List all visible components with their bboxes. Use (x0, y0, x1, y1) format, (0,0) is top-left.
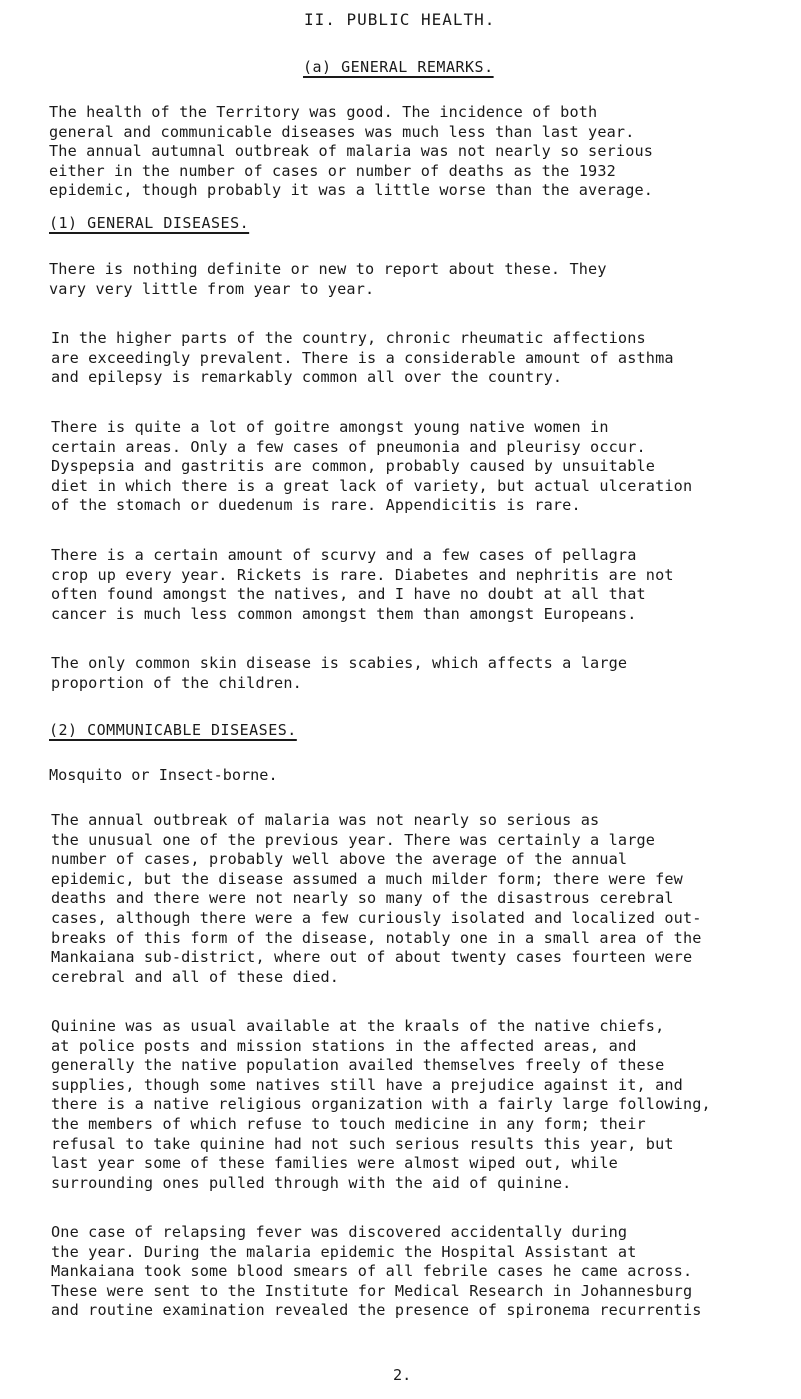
text-line: These were sent to the Institute for Medical Research in Johannesburg (51, 1281, 693, 1300)
text-line: The annual outbreak of malaria was not nearly so serious as (51, 811, 600, 829)
intro-paragraph (49, 103, 769, 201)
text-line: last year some of these families were almost wiped out, while (51, 1154, 618, 1173)
text-line: Dyspepsia and gastritis are common, probably caused by unsuitable (51, 457, 656, 476)
text-line: general and communicable diseases was much less than last year. (49, 122, 635, 141)
text-line: The only common skin disease is scabies, which affects a large (51, 654, 628, 672)
text-line: epidemic, though probably it was a little worse than the average. (49, 181, 654, 200)
text-line: certain areas. Only a few cases of pneumonia and pleurisy occur. (51, 437, 646, 456)
mosquito-label: Mosquito or Insect-borne. (49, 766, 278, 784)
text-line: The annual autumnal outbreak of malaria was not nearly so serious (49, 142, 654, 161)
text-line: The health of the Territory was good. The incidence of both (49, 103, 598, 121)
subsection-title: (a) GENERAL REMARKS. (303, 58, 494, 76)
text-line: either in the number of cases or number of deaths as the 1932 (49, 161, 616, 180)
paragraph-general-1 (49, 260, 769, 299)
paragraph-general-2 (51, 329, 771, 388)
text-line: breaks of this form of the disease, notably one in a small area of the (51, 928, 702, 947)
text-line: supplies, though some natives still have a prejudice against it, and (51, 1075, 683, 1094)
text-line: generally the native population availed themselves freely of these (51, 1056, 665, 1075)
heading-general-diseases: (1) GENERAL DISEASES. (49, 214, 250, 232)
text-line: the unusual one of the previous year. There was certainly a large (51, 830, 656, 849)
text-line: cases, although there were a few curiously isolated and localized out- (51, 908, 702, 927)
text-line: of the stomach or duedenum is rare. Appendicitis is rare. (51, 496, 581, 515)
text-line: and epilepsy is remarkably common all over the country. (51, 368, 563, 387)
text-line: deaths and there were not nearly so many of the disastrous cerebral (51, 889, 674, 908)
text-line: there is a native religious organization with a fairly large following, (51, 1095, 711, 1114)
text-line: crop up every year. Rickets is rare. Diabetes and nephritis are not (51, 565, 674, 584)
text-line: There is quite a lot of goitre amongst young native women in (51, 418, 609, 436)
text-line: In the higher parts of the country, chronic rheumatic affections (51, 329, 646, 347)
paragraph-quinine (51, 1017, 771, 1193)
paragraph-relapsing-fever (51, 1223, 771, 1321)
page-number: 2. (393, 1366, 412, 1384)
text-line: There is a certain amount of scurvy and a few cases of pellagra (51, 546, 637, 564)
text-line: surrounding ones pulled through with the aid of quinine. (51, 1173, 572, 1192)
text-line: epidemic, but the disease assumed a much milder form; there were few (51, 869, 683, 888)
section-title: II. PUBLIC HEALTH. (304, 10, 496, 29)
heading-communicable-diseases: (2) COMMUNICABLE DISEASES. (49, 721, 297, 739)
text-line: and routine examination revealed the presence of spironema recurrentis (51, 1301, 702, 1320)
text-line: Mankaiana sub-district, where out of about twenty cases fourteen were (51, 948, 693, 967)
text-line: One case of relapsing fever was discovered accidentally during (51, 1223, 628, 1241)
text-line: Quinine was as usual available at the kraals of the native chiefs, (51, 1017, 665, 1035)
text-line: There is nothing definite or new to report about these. They (49, 260, 607, 278)
paragraph-general-4 (51, 546, 771, 624)
text-line: Mankaiana took some blood smears of all febrile cases he came across. (51, 1262, 693, 1281)
text-line: proportion of the children. (51, 673, 302, 692)
text-line: vary very little from year to year. (49, 279, 375, 298)
text-line: number of cases, probably well above the average of the annual (51, 850, 628, 869)
text-line: diet in which there is a great lack of variety, but actual ulceration (51, 476, 693, 495)
paragraph-malaria (51, 811, 771, 987)
text-line: cancer is much less common amongst them than amongst Europeans. (51, 604, 637, 623)
text-line: often found amongst the natives, and I have no doubt at all that (51, 585, 646, 604)
text-line: the members of which refuse to touch medicine in any form; their (51, 1114, 646, 1133)
paragraph-general-5 (51, 654, 771, 693)
paragraph-general-3 (51, 418, 771, 516)
text-line: refusal to take quinine had not such serious results this year, but (51, 1134, 674, 1153)
text-line: are exceedingly prevalent. There is a considerable amount of asthma (51, 348, 674, 367)
text-line: at police posts and mission stations in the affected areas, and (51, 1036, 637, 1055)
text-line: cerebral and all of these died. (51, 967, 340, 986)
text-line: the year. During the malaria epidemic the Hospital Assistant at (51, 1242, 637, 1261)
